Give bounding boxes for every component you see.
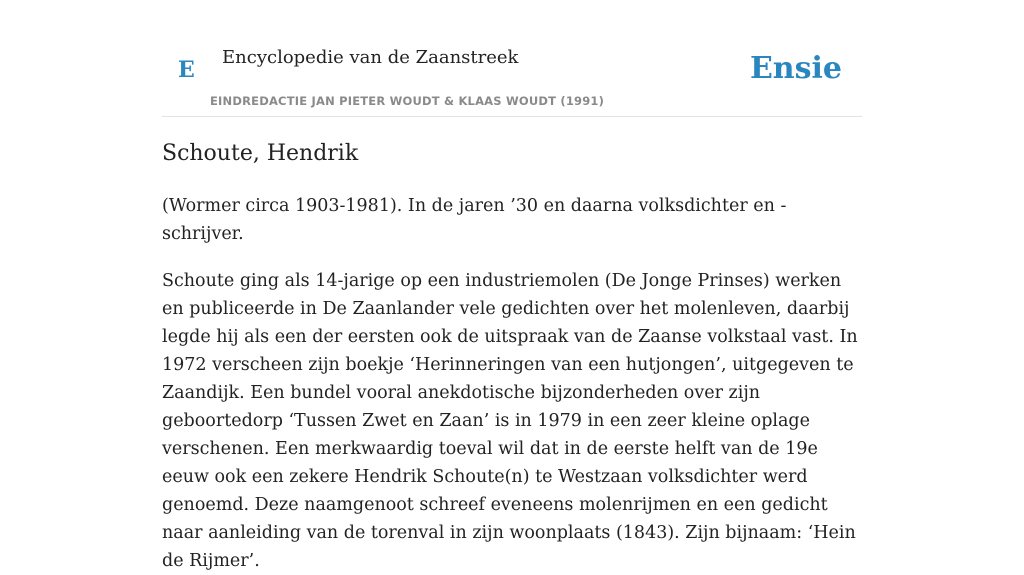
- article: [162, 136, 862, 575]
- encyclopedia-title-link[interactable]: Encyclopedie van de Zaanstreek: [222, 47, 519, 68]
- ensie-brand-logo[interactable]: Ensie: [749, 51, 842, 86]
- entry-title: Schoute, Hendrik: [162, 141, 359, 166]
- site-header: [162, 0, 862, 117]
- editors-subtitle: EINDREDACTIE JAN PIETER WOUDT & KLAAS WOUDT (1991): [210, 94, 605, 108]
- entry-body: Schoute ging als 14-jarige op een industriemolen (De Jonge Prinses) werken en publiceerde in De Zaanlander vele gedichten over het molenleven, daarbij legde hij als een der eersten ook de uitspraak van de Zaanse volkstaal vast. In 1972 verscheen zijn boekje ‘Herinneringen van een hutjongen’, uitgegeven te Zaandijk. Een bundel vooral anekdotische bijzonderheden over zijn geboortedorp ‘Tussen Zwet en Zaan’ is in 1979 in een zeer kleine oplage verschenen. Een merkwaardig toeval wil dat in de eerste helft van de 19e eeuw ook een zekere Hendrik Schoute(n) te Westzaan volksdichter werd genoemd. Deze naamgenoot schreef eveneens molenrijmen en een gedicht naar aanleiding van de torenval in zijn woonplaats (1843). Zijn bijnaam: ‘Hein de Rijmer’.: [162, 271, 858, 571]
- encyclopedia-logo-icon[interactable]: E: [178, 57, 195, 83]
- entry-intro: (Wormer circa 1903-1981). In de jaren ’30 en daarna volksdichter en -schrijver.: [162, 196, 787, 244]
